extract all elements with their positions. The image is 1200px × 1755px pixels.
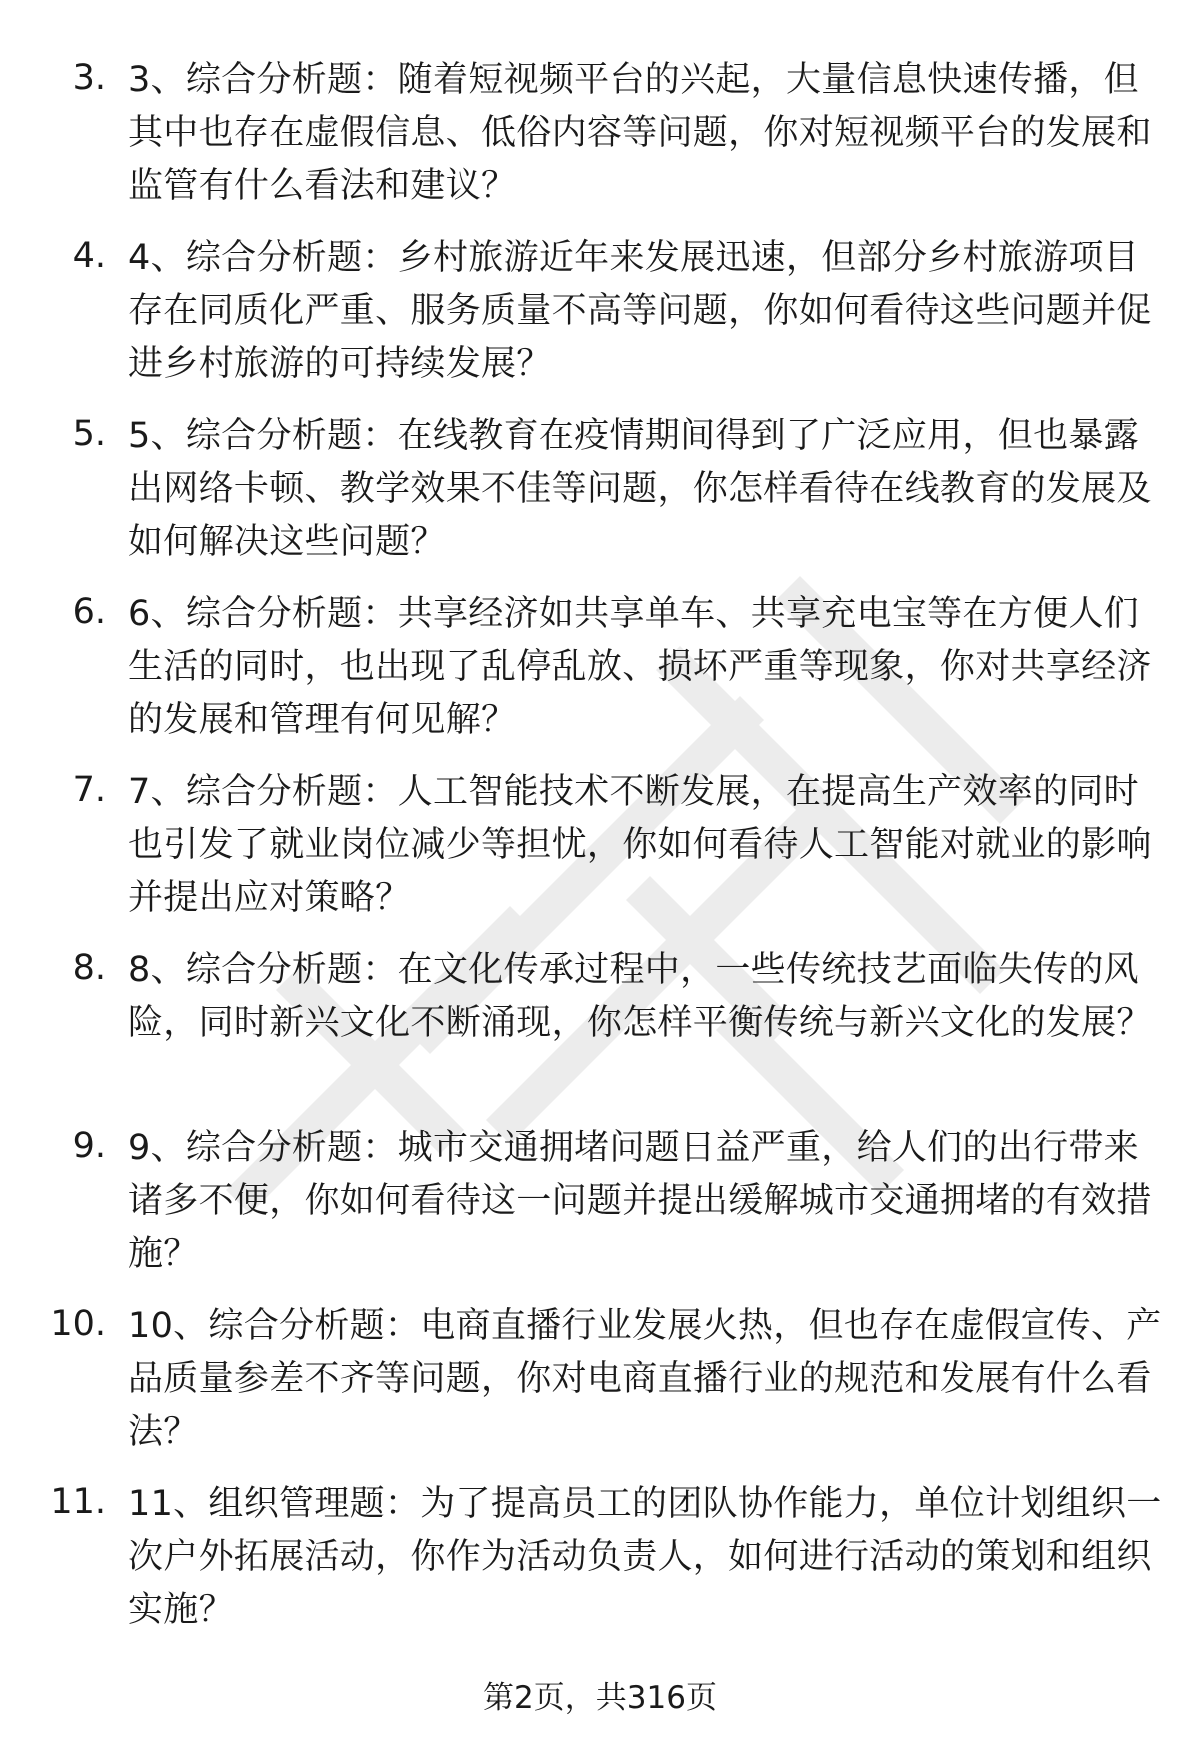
question-item [0,1122,1200,1300]
question-number: 10. [50,1304,106,1344]
question-item [0,54,1200,232]
question-number: 8. [72,948,106,988]
question-text: 4、综合分析题：乡村旅游近年来发展迅速，但部分乡村旅游项目存在同质化严重、服务质量不高等问题，你如何看待这些问题并促进乡村旅游的可持续发展？ [128,238,1152,384]
question-text: 7、综合分析题：人工智能技术不断发展，在提高生产效率的同时也引发了就业岗位减少等担忧，你如何看待人工智能对就业的影响并提出应对策略？ [128,772,1152,918]
question-text: 9、综合分析题：城市交通拥堵问题日益严重，给人们的出行带来诸多不便，你如何看待这一问题并提出缓解城市交通拥堵的有效措施？ [128,1128,1152,1274]
question-number: 4. [72,236,106,276]
question-text: 5、综合分析题：在线教育在疫情期间得到了广泛应用，但也暴露出网络卡顿、教学效果不佳等问题，你怎样看待在线教育的发展及如何解决这些问题？ [128,416,1152,562]
question-text: 8、综合分析题：在文化传承过程中，一些传统技艺面临失传的风险，同时新兴文化不断涌现，你怎样平衡传统与新兴文化的发展？ [128,950,1152,1043]
question-number: 5. [72,414,106,454]
question-item [0,766,1200,944]
question-number: 3. [72,58,106,98]
question-text: 10、综合分析题：电商直播行业发展火热，但也存在虚假宣传、产品质量参差不齐等问题，你对电商直播行业的规范和发展有什么看法？ [128,1306,1162,1452]
question-item [0,944,1200,1122]
question-item [0,588,1200,766]
page-number: 第2页，共316页 [483,1680,717,1716]
question-text: 11、组织管理题：为了提高员工的团队协作能力，单位计划组织一次户外拓展活动，你作为活动负责人，如何进行活动的策划和组织实施？ [128,1484,1162,1630]
question-item [0,410,1200,588]
question-number: 6. [72,592,106,632]
question-item [0,232,1200,410]
question-list [0,54,1200,1656]
question-text: 3、综合分析题：随着短视频平台的兴起，大量信息快速传播，但其中也存在虚假信息、低俗内容等问题，你对短视频平台的发展和监管有什么看法和建议？ [128,60,1152,206]
question-text: 6、综合分析题：共享经济如共享单车、共享充电宝等在方便人们生活的同时，也出现了乱停乱放、损坏严重等现象，你对共享经济的发展和管理有何见解？ [128,594,1152,740]
question-item [0,1478,1200,1656]
question-number: 11. [50,1482,106,1522]
question-item [0,1300,1200,1478]
question-number: 9. [72,1126,106,1166]
question-number: 7. [72,770,106,810]
